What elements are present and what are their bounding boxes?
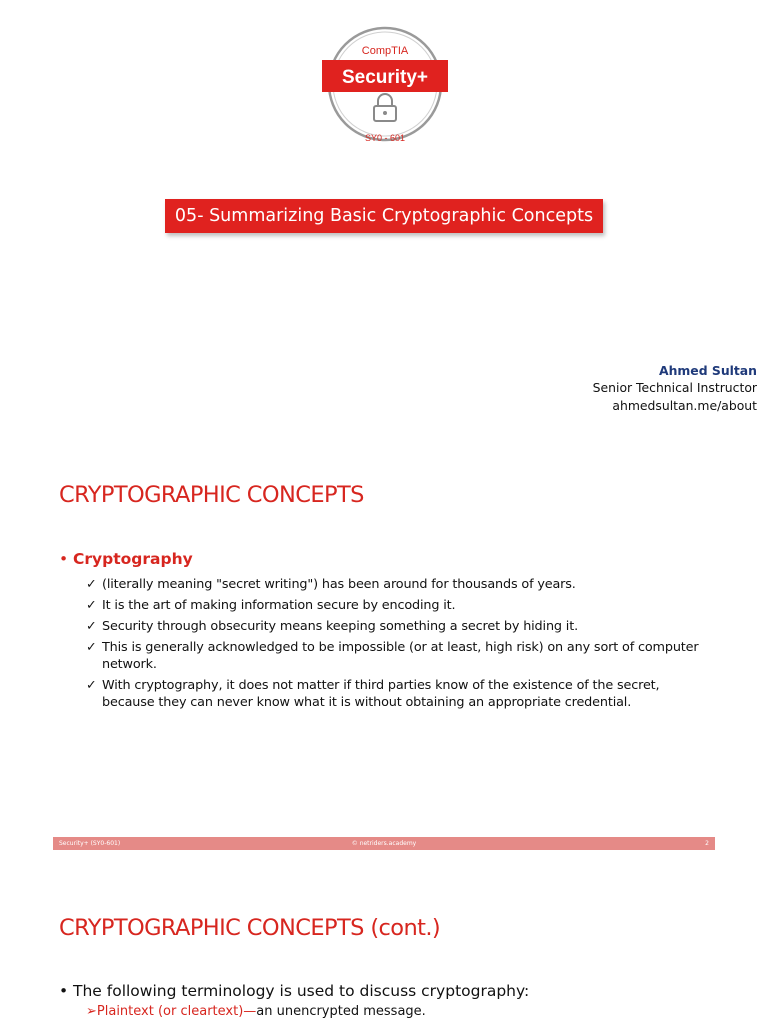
- list-item: [86, 677, 706, 711]
- list-item-text: Security through obsecurity means keeping something a secret by hiding it.: [102, 619, 578, 634]
- term-label: Plaintext (or cleartext)—: [96, 1004, 257, 1019]
- slide-title: CRYPTOGRAPHIC CONCEPTS: [59, 482, 364, 508]
- sub-bullet-plaintext: [86, 1004, 426, 1019]
- footer-course: Security+ (SY0-601): [59, 840, 121, 847]
- list-item-text: With cryptography, it does not matter if third parties know of the existence of the secret, because they can never know what it is without obtaining an appropriate credential.: [102, 678, 660, 710]
- bullet-label: Cryptography: [73, 550, 193, 568]
- badge-product: Security+: [341, 67, 429, 88]
- presentation-title: 05- Summarizing Basic Cryptographic Concepts: [165, 199, 603, 233]
- list-item: [86, 576, 706, 593]
- list-item-text: It is the art of making information secure by encoding it.: [102, 598, 456, 613]
- list-item: [86, 618, 706, 635]
- bullet-marker: •: [59, 550, 69, 568]
- badge-brand: CompTIA: [361, 45, 409, 57]
- bullet-cryptography: [59, 550, 193, 568]
- list-item-text: This is generally acknowledged to be impossible (or at least, high risk) on any sort of computer network.: [102, 640, 699, 672]
- slide-title-cont: CRYPTOGRAPHIC CONCEPTS (cont.): [59, 915, 441, 941]
- check-icon: ✓: [86, 619, 97, 634]
- author-name: Ahmed Sultan: [658, 363, 757, 378]
- checklist: [86, 576, 706, 715]
- check-icon: ✓: [86, 640, 97, 655]
- list-item: [86, 597, 706, 614]
- footer-page-number: 2: [705, 840, 709, 847]
- bullet-terminology: [59, 982, 529, 1000]
- arrow-bullet-icon: ➢: [86, 1004, 97, 1019]
- check-icon: ✓: [86, 577, 97, 592]
- comptia-security-plus-logo: [322, 20, 448, 158]
- author-site: ahmedsultan.me/about: [612, 398, 757, 413]
- check-icon: ✓: [86, 678, 97, 693]
- term-description: an unencrypted message.: [256, 1004, 426, 1019]
- list-item-text: (literally meaning "secret writing") has been around for thousands of years.: [102, 577, 576, 592]
- slide-footer: [53, 837, 715, 850]
- bullet-marker: •: [59, 982, 69, 1000]
- badge-code: SY0 - 601: [364, 133, 406, 143]
- check-icon: ✓: [86, 598, 97, 613]
- footer-copyright: © netriders.academy: [351, 840, 417, 847]
- bullet-label: The following terminology is used to discuss cryptography:: [73, 982, 530, 1000]
- author-block: [497, 362, 757, 415]
- list-item: [86, 639, 706, 673]
- author-role: Senior Technical Instructor: [592, 380, 757, 395]
